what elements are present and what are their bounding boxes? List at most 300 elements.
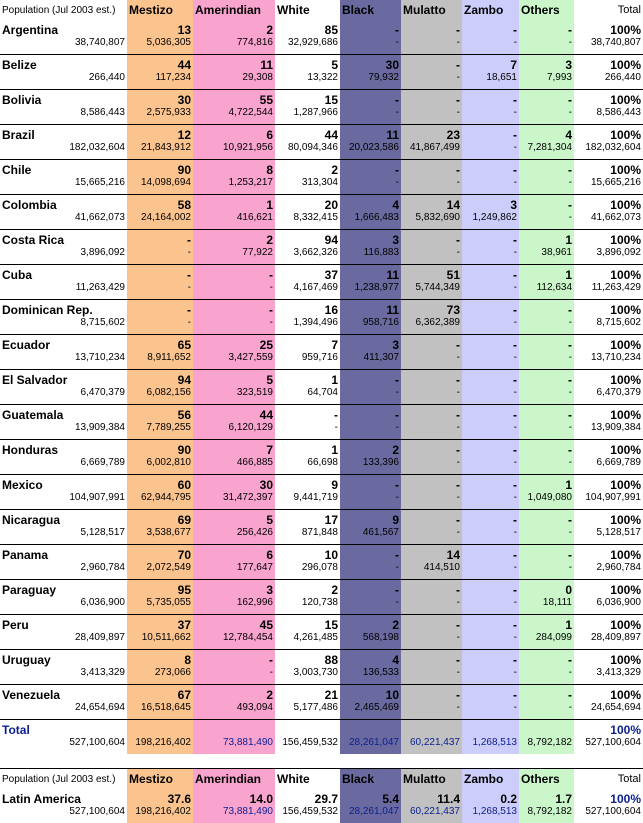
- pop-mestizo: -: [127, 247, 193, 265]
- country-pop-row: [0, 667, 643, 685]
- pct-amerindian: -: [193, 300, 275, 318]
- country-total-population: 104,907,991: [0, 492, 127, 510]
- pct-mestizo: 58: [127, 195, 193, 213]
- country-pct-row: [0, 440, 643, 458]
- pop-white: 66,698: [275, 457, 340, 475]
- pct-white: 88: [275, 650, 340, 668]
- total-pop: 527,100,604: [574, 737, 643, 754]
- country-pop-row: [0, 527, 643, 545]
- pop-mestizo: 21,843,912: [127, 142, 193, 160]
- pct-white: 85: [275, 20, 340, 37]
- pop-amerindian: -: [193, 667, 275, 685]
- pop-black: 116,883: [340, 247, 401, 265]
- column-header-mulatto: Mulatto: [401, 0, 462, 20]
- country-name: Costa Rica: [2, 233, 65, 247]
- total-empty-cell: [193, 720, 275, 738]
- pop-zambo: -: [462, 667, 519, 685]
- summary-pct-zambo: 0.2: [462, 789, 519, 806]
- pop-mestizo: -: [127, 317, 193, 335]
- pop-others: -: [519, 37, 574, 55]
- country-pop-row: [0, 387, 643, 405]
- pop-amerindian: 31,472,397: [193, 492, 275, 510]
- pct-mulatto: 23: [401, 125, 462, 143]
- pct-mestizo: 8: [127, 650, 193, 668]
- pop-mulatto: -: [401, 457, 462, 475]
- pop-mestizo: 273,066: [127, 667, 193, 685]
- pct-others: -: [519, 160, 574, 178]
- country-pct-row: [0, 370, 643, 388]
- total-pct: 100%: [574, 580, 643, 598]
- pct-white: 15: [275, 90, 340, 108]
- summary-pct-white: 29.7: [275, 789, 340, 806]
- total-pop-white: 156,459,532: [275, 737, 340, 754]
- total-pop: 24,654,694: [574, 702, 643, 720]
- pct-zambo: -: [462, 230, 519, 248]
- total-pop: 266,440: [574, 72, 643, 90]
- column-header-black: Black: [340, 769, 401, 790]
- column-header-others: Others: [519, 769, 574, 790]
- country-pop-row: [0, 107, 643, 125]
- pop-others: -: [519, 387, 574, 405]
- country-name: Peru: [2, 618, 29, 632]
- pct-white: 7: [275, 335, 340, 353]
- pop-others: 7,993: [519, 72, 574, 90]
- pct-zambo: -: [462, 125, 519, 143]
- pct-white: 15: [275, 615, 340, 633]
- pop-black: 133,396: [340, 457, 401, 475]
- pct-zambo: -: [462, 335, 519, 353]
- total-pct: 100%: [574, 300, 643, 318]
- pop-mulatto: -: [401, 422, 462, 440]
- country-total-population: 5,128,517: [0, 527, 127, 545]
- pct-white: 5: [275, 55, 340, 73]
- total-pct: 100%: [574, 650, 643, 668]
- pop-others: -: [519, 457, 574, 475]
- pct-mestizo: -: [127, 230, 193, 248]
- pct-mestizo: 95: [127, 580, 193, 598]
- grand-total-population: 527,100,604: [69, 737, 125, 748]
- pop-white: 120,738: [275, 597, 340, 615]
- pop-amerindian: -: [193, 317, 275, 335]
- pop-mulatto: -: [401, 177, 462, 195]
- country-pop-row: [0, 247, 643, 265]
- pct-amerindian: 8: [193, 160, 275, 178]
- pct-mulatto: -: [401, 230, 462, 248]
- total-empty-cell: [127, 720, 193, 738]
- pop-mestizo: 6,082,156: [127, 387, 193, 405]
- country-total-population: 8,586,443: [0, 107, 127, 125]
- pop-white: 871,848: [275, 527, 340, 545]
- country-pct-row: [0, 160, 643, 178]
- pct-black: 11: [340, 265, 401, 283]
- pop-mestizo: 6,002,810: [127, 457, 193, 475]
- pop-zambo: -: [462, 527, 519, 545]
- pct-zambo: -: [462, 265, 519, 283]
- pct-black: -: [340, 580, 401, 598]
- country-name: Colombia: [2, 198, 57, 212]
- pop-mestizo: 5,036,305: [127, 37, 193, 55]
- pop-amerindian: 29,308: [193, 72, 275, 90]
- pop-mestizo: 2,072,549: [127, 562, 193, 580]
- pct-mulatto: 14: [401, 195, 462, 213]
- pop-mulatto: -: [401, 597, 462, 615]
- country-name: Venezuela: [2, 688, 61, 702]
- pop-white: 5,177,486: [275, 702, 340, 720]
- country-name: Mexico: [2, 478, 43, 492]
- pct-black: 10: [340, 685, 401, 703]
- column-header-black: Black: [340, 0, 401, 20]
- total-pct: 100%: [574, 720, 643, 738]
- column-header-amerindian: Amerindian: [193, 0, 275, 20]
- country-pct-row: [0, 650, 643, 668]
- population-label: Population (Jul 2003 est.): [2, 4, 116, 16]
- pct-black: 4: [340, 650, 401, 668]
- column-header-white: White: [275, 0, 340, 20]
- total-empty-cell: [401, 720, 462, 738]
- pct-mestizo: 56: [127, 405, 193, 423]
- country-name: Uruguay: [2, 653, 51, 667]
- pct-white: -: [275, 405, 340, 423]
- summary-pct-mestizo: 37.6: [127, 789, 193, 806]
- country-pop-row: [0, 632, 643, 650]
- country-name: Belize: [2, 58, 37, 72]
- pct-white: 44: [275, 125, 340, 143]
- pct-black: -: [340, 90, 401, 108]
- pct-black: -: [340, 370, 401, 388]
- country-pct-row: [0, 475, 643, 493]
- total-pop: 182,032,604: [574, 142, 643, 160]
- total-pop: 28,409,897: [574, 632, 643, 650]
- total-empty-cell: [519, 720, 574, 738]
- country-pop-row: [0, 352, 643, 370]
- pop-zambo: -: [462, 317, 519, 335]
- pop-mulatto: -: [401, 632, 462, 650]
- pct-others: -: [519, 405, 574, 423]
- pop-amerindian: 774,816: [193, 37, 275, 55]
- pop-others: -: [519, 317, 574, 335]
- pct-mulatto: -: [401, 650, 462, 668]
- total-pop-zambo: 1,268,513: [462, 737, 519, 754]
- pop-mulatto: -: [401, 702, 462, 720]
- total-pct: 100%: [574, 545, 643, 563]
- country-pct-row: [0, 580, 643, 598]
- country-pct-row: [0, 20, 643, 37]
- total-pop: 3,896,092: [574, 247, 643, 265]
- country-total-population: 3,896,092: [0, 247, 127, 265]
- pop-others: -: [519, 422, 574, 440]
- pop-white: 4,261,485: [275, 632, 340, 650]
- summary-header-row: [0, 769, 643, 790]
- column-header-zambo: Zambo: [462, 0, 519, 20]
- pct-mulatto: -: [401, 335, 462, 353]
- pct-mestizo: -: [127, 300, 193, 318]
- total-pop: 6,470,379: [574, 387, 643, 405]
- country-total-population: 3,413,329: [0, 667, 127, 685]
- country-pct-row: [0, 685, 643, 703]
- pop-black: -: [340, 422, 401, 440]
- pct-amerindian: 7: [193, 440, 275, 458]
- pct-amerindian: 2: [193, 20, 275, 37]
- summary-pop-mestizo: 198,216,402: [127, 806, 193, 823]
- pct-amerindian: 6: [193, 125, 275, 143]
- pct-mestizo: -: [127, 265, 193, 283]
- pct-zambo: -: [462, 90, 519, 108]
- pop-mestizo: 117,234: [127, 72, 193, 90]
- column-header-mulatto: Mulatto: [401, 769, 462, 790]
- country-name: Dominican Rep.: [2, 303, 93, 317]
- pop-mulatto: -: [401, 387, 462, 405]
- header-row: [0, 0, 643, 20]
- summary-pop-white: 156,459,532: [275, 806, 340, 823]
- total-pop: 6,036,900: [574, 597, 643, 615]
- country-pct-row: [0, 335, 643, 353]
- country-total-population: 24,654,694: [0, 702, 127, 720]
- pop-others: 7,281,304: [519, 142, 574, 160]
- pop-white: 1,287,966: [275, 107, 340, 125]
- pop-mulatto: -: [401, 667, 462, 685]
- pct-mulatto: -: [401, 475, 462, 493]
- pct-zambo: -: [462, 685, 519, 703]
- pct-black: -: [340, 20, 401, 37]
- pop-white: 32,929,686: [275, 37, 340, 55]
- country-pct-row: [0, 265, 643, 283]
- summary-pop-others: 8,792,182: [519, 806, 574, 823]
- pop-amerindian: 162,996: [193, 597, 275, 615]
- country-name: Brazil: [2, 128, 35, 142]
- pop-black: 411,307: [340, 352, 401, 370]
- country-name: Panama: [2, 548, 49, 562]
- pct-black: 30: [340, 55, 401, 73]
- pop-white: -: [275, 422, 340, 440]
- country-pct-row: [0, 545, 643, 563]
- pop-mulatto: -: [401, 527, 462, 545]
- pct-amerindian: 5: [193, 510, 275, 528]
- summary-pop-total: 527,100,604: [574, 806, 643, 823]
- summary-pct-amerindian: 14.0: [193, 789, 275, 806]
- pop-white: 296,078: [275, 562, 340, 580]
- country-total-population: 13,909,384: [0, 422, 127, 440]
- pop-black: -: [340, 37, 401, 55]
- pop-black: 1,238,977: [340, 282, 401, 300]
- pop-others: -: [519, 212, 574, 230]
- pct-others: 0: [519, 580, 574, 598]
- pop-amerindian: 177,647: [193, 562, 275, 580]
- country-total-population: 6,669,789: [0, 457, 127, 475]
- pop-zambo: -: [462, 597, 519, 615]
- pop-zambo: -: [462, 282, 519, 300]
- pct-mulatto: -: [401, 370, 462, 388]
- pop-mestizo: 14,098,694: [127, 177, 193, 195]
- pct-black: 3: [340, 335, 401, 353]
- country-total-population: 182,032,604: [0, 142, 127, 160]
- pop-white: 8,332,415: [275, 212, 340, 230]
- column-header-amerindian: Amerindian: [193, 769, 275, 790]
- pop-mulatto: 5,744,349: [401, 282, 462, 300]
- pct-others: -: [519, 335, 574, 353]
- pop-mestizo: 5,735,055: [127, 597, 193, 615]
- total-pop: 3,413,329: [574, 667, 643, 685]
- country-pop-row: [0, 72, 643, 90]
- pct-amerindian: 2: [193, 685, 275, 703]
- pop-white: 80,094,346: [275, 142, 340, 160]
- pct-others: -: [519, 300, 574, 318]
- pop-black: 136,533: [340, 667, 401, 685]
- pop-others: -: [519, 562, 574, 580]
- pop-black: -: [340, 597, 401, 615]
- pct-mulatto: -: [401, 685, 462, 703]
- country-total-population: 38,740,807: [0, 37, 127, 55]
- pop-amerindian: 256,426: [193, 527, 275, 545]
- total-pop-others: 8,792,182: [519, 737, 574, 754]
- pct-mulatto: -: [401, 90, 462, 108]
- pop-zambo: -: [462, 352, 519, 370]
- pop-mulatto: -: [401, 107, 462, 125]
- total-pop: 8,715,602: [574, 317, 643, 335]
- pct-mestizo: 90: [127, 440, 193, 458]
- pct-mulatto: -: [401, 20, 462, 37]
- pop-amerindian: 10,921,956: [193, 142, 275, 160]
- summary-pop-mulatto: 60,221,437: [401, 806, 462, 823]
- column-header-others: Others: [519, 0, 574, 20]
- pop-others: -: [519, 702, 574, 720]
- pop-zambo: -: [462, 177, 519, 195]
- country-name: Paraguay: [2, 583, 57, 597]
- total-pop: 15,665,216: [574, 177, 643, 195]
- pop-mulatto: -: [401, 492, 462, 510]
- summary-pop-amerindian: 73,881,490: [193, 806, 275, 823]
- pop-mulatto: -: [401, 37, 462, 55]
- pct-mestizo: 69: [127, 510, 193, 528]
- total-pct: 100%: [574, 90, 643, 108]
- pct-zambo: -: [462, 20, 519, 37]
- pct-black: 11: [340, 125, 401, 143]
- pct-amerindian: 44: [193, 405, 275, 423]
- total-pop: 13,710,234: [574, 352, 643, 370]
- total-pct: 100%: [574, 160, 643, 178]
- total-pct-row: [0, 720, 643, 738]
- pop-black: 958,716: [340, 317, 401, 335]
- pct-amerindian: 55: [193, 90, 275, 108]
- country-total-population: 13,710,234: [0, 352, 127, 370]
- pct-mestizo: 70: [127, 545, 193, 563]
- summary-pct-row: [0, 789, 643, 806]
- pop-white: 313,304: [275, 177, 340, 195]
- total-pop-mestizo: 198,216,402: [127, 737, 193, 754]
- country-name: Nicaragua: [2, 513, 61, 527]
- country-total-population: 11,263,429: [0, 282, 127, 300]
- pct-mulatto: -: [401, 405, 462, 423]
- pop-mestizo: 62,944,795: [127, 492, 193, 510]
- country-pct-row: [0, 55, 643, 73]
- pct-white: 9: [275, 475, 340, 493]
- pop-black: -: [340, 387, 401, 405]
- pct-others: -: [519, 370, 574, 388]
- pop-amerindian: 493,094: [193, 702, 275, 720]
- column-header-zambo: Zambo: [462, 769, 519, 790]
- pop-amerindian: 77,922: [193, 247, 275, 265]
- pop-mulatto: 5,832,690: [401, 212, 462, 230]
- pct-white: 1: [275, 440, 340, 458]
- pct-mulatto: 73: [401, 300, 462, 318]
- pct-mulatto: 51: [401, 265, 462, 283]
- total-pct: 100%: [574, 125, 643, 143]
- summary-pct-mulatto: 11.4: [401, 789, 462, 806]
- country-pop-row: [0, 282, 643, 300]
- pct-zambo: -: [462, 510, 519, 528]
- pct-white: 2: [275, 160, 340, 178]
- country-name: El Salvador: [2, 373, 68, 387]
- country-pop-row: [0, 37, 643, 55]
- table-gap: [0, 754, 643, 768]
- pop-black: -: [340, 107, 401, 125]
- pct-black: -: [340, 160, 401, 178]
- pct-zambo: -: [462, 580, 519, 598]
- pop-zambo: -: [462, 422, 519, 440]
- pop-amerindian: 3,427,559: [193, 352, 275, 370]
- pct-amerindian: 6: [193, 545, 275, 563]
- pop-white: 959,716: [275, 352, 340, 370]
- pop-zambo: -: [462, 387, 519, 405]
- country-name: Cuba: [2, 268, 32, 282]
- pop-zambo: 18,651: [462, 72, 519, 90]
- pct-mestizo: 67: [127, 685, 193, 703]
- pop-black: 79,932: [340, 72, 401, 90]
- total-pop: 38,740,807: [574, 37, 643, 55]
- pop-white: 9,441,719: [275, 492, 340, 510]
- pct-mestizo: 37: [127, 615, 193, 633]
- pop-white: 13,322: [275, 72, 340, 90]
- country-total-population: 6,470,379: [0, 387, 127, 405]
- country-name: Honduras: [2, 443, 59, 457]
- pct-amerindian: 11: [193, 55, 275, 73]
- pct-amerindian: 2: [193, 230, 275, 248]
- pop-amerindian: 416,621: [193, 212, 275, 230]
- country-total-population: 15,665,216: [0, 177, 127, 195]
- pop-white: 3,003,730: [275, 667, 340, 685]
- pct-others: 4: [519, 125, 574, 143]
- country-pct-row: [0, 90, 643, 108]
- country-pct-row: [0, 230, 643, 248]
- pct-black: 3: [340, 230, 401, 248]
- total-pop-black: 28,261,047: [340, 737, 401, 754]
- summary-pop-row: [0, 806, 643, 823]
- total-pop: 104,907,991: [574, 492, 643, 510]
- summary-pop-black: 28,261,047: [340, 806, 401, 823]
- country-name: Chile: [2, 163, 32, 177]
- total-pct: 100%: [574, 230, 643, 248]
- pop-mulatto: 414,510: [401, 562, 462, 580]
- country-name: Bolivia: [2, 93, 42, 107]
- country-total-population: 2,960,784: [0, 562, 127, 580]
- pop-white: 64,704: [275, 387, 340, 405]
- total-pop-row: [0, 737, 643, 754]
- total-pct: 100%: [574, 195, 643, 213]
- pct-mestizo: 12: [127, 125, 193, 143]
- pop-mestizo: -: [127, 282, 193, 300]
- pop-zambo: -: [462, 142, 519, 160]
- pop-amerindian: 4,722,544: [193, 107, 275, 125]
- pop-white: 4,167,469: [275, 282, 340, 300]
- pop-black: 461,567: [340, 527, 401, 545]
- pop-others: 18,111: [519, 597, 574, 615]
- pop-black: 20,023,586: [340, 142, 401, 160]
- pct-white: 16: [275, 300, 340, 318]
- total-pct: 100%: [574, 20, 643, 37]
- total-pop: 6,669,789: [574, 457, 643, 475]
- pop-zambo: -: [462, 632, 519, 650]
- pct-white: 10: [275, 545, 340, 563]
- pop-mestizo: 3,538,677: [127, 527, 193, 545]
